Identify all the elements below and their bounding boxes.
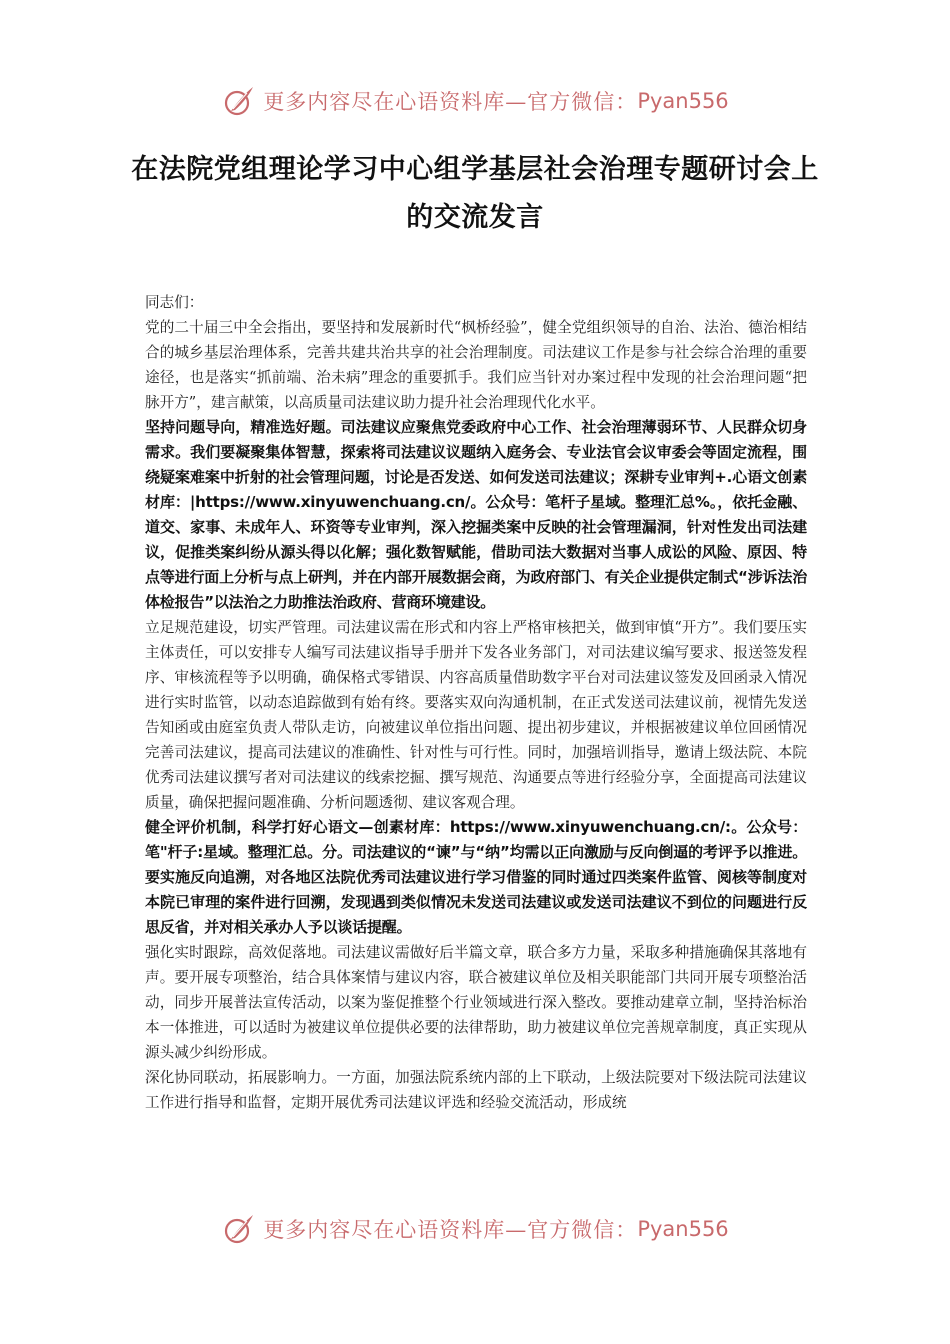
watermark-text: 更多内容尽在心语资料库—官方微信： [263,1218,638,1242]
watermark-banner-bottom [0,1204,950,1254]
watermark-text: 更多内容尽在心语资料库—官方微信： [263,90,638,114]
watermark-wechat-id: Pyan556 [637,1217,729,1241]
quill-logo-icon [221,1211,257,1247]
paragraph-coordination: 深化协同联动，拓展影响力。一方面，加强法院系统内部的上下联动，上级法院要对下级法院司法建议工作进行指导和监督，定期开展优秀司法建议评选和经验交流活动，形成统 [145,1069,807,1111]
paragraph-salutation: 同志们： [145,294,204,311]
paragraph-evaluation-mechanism: 健全评价机制，科学打好心语文—创素材库：https://www.xinyuwenchuang.cn/:。公众号：笔"杆子:星域。整理汇总。分。司法建议的“谏”与“纳”均需以正向激励与反向倒逼的考评予以推进。要实施反向追溯，对各地区法院优秀司法建议进行学习借鉴的同时通过四类案件监管、阅核等制度对本院已审理的案件进行回溯，发现遇到类似情况未发送司法建议或发送司法建议不到位的问题进行反思反省，并对相关承办人予以谈话提醒。 [145,818,807,936]
paragraph-problem-oriented: 坚持问题导向，精准选好题。司法建议应聚焦党委政府中心工作、社会治理薄弱环节、人民群众切身需求。我们要凝聚集体智慧，探索将司法建议议题纳入庭务会、专业法官会议审委会等固定流程，围绕疑案难案中折射的社会管理问题，讨论是否发送、如何发送司法建议；深耕专业审判+.心语文创素材库：|https://www.xinyuwenchuang.cn/。公众号：笔杆子星域。整理汇总%。，依托金融、道交、家事、未成年人、环资等专业审判，深入挖掘类案中反映的社会管理漏洞，针对性发出司法建议，促推类案纠纷从源头得以化解；强化数智赋能，借助司法大数据对当事人成讼的风险、原因、特点等进行面上分析与点上研判，并在内部开展数据会商，为政府部门、有关企业提供定制式“涉诉法治体检报告”以法治之力助推法治政府、营商环境建设。 [145,418,807,611]
document-title: 在法院党组理论学习中心组学基层社会治理专题研讨会上的交流发言 [131,154,819,233]
quill-logo-icon [221,83,257,119]
watermark-banner-top [0,76,950,126]
paragraph-real-time-tracking: 强化实时跟踪，高效促落地。司法建议需做好后半篇文章，联合多方力量，采取多种措施确保其落地有声。要开展专项整治，结合具体案情与建议内容，联合被建议单位及相关职能部门共同开展专项整治活动，同步开展普法宣传活动，以案为鉴促推整个行业领域进行深入整改。要推动建章立制，坚持治标治本一体推进，可以适时为被建议单位提供必要的法律帮助，助力被建议单位完善规章制度，真正实现从源头减少纠纷形成。 [145,944,807,1061]
paragraph-intro: 党的二十届三中全会指出，要坚持和发展新时代“枫桥经验”，健全党组织领导的自治、法治、德治相结合的城乡基层治理体系，完善共建共治共享的社会治理制度。司法建议工作是参与社会综合治理的重要途径，也是落实“抓前端、治未病”理念的重要抓手。我们应当针对办案过程中发现的社会治理问题“把脉开方”，建言献策，以高质量司法建议助力提升社会治理现代化水平。 [145,319,807,411]
document-body [145,290,807,1115]
paragraph-standardization: 立足规范建设，切实严管理。司法建议需在形式和内容上严格审核把关，做到审慎“开方”。我们要压实主体责任，可以安排专人编写司法建议指导手册并下发各业务部门，对司法建议编写要求、报送签发程序、审核流程等予以明确，确保格式零错误、内容高质量借助数字平台对司法建议签发及回函录入情况进行实时监管，以动态追踪做到有始有终。要落实双向沟通机制，在正式发送司法建议前，视情先发送告知函或由庭室负责人带队走访，向被建议单位指出问题、提出初步建议，并根据被建议单位回函情况完善司法建议，提高司法建议的准确性、针对性与可行性。同时，加强培训指导，邀请上级法院、本院优秀司法建议撰写者对司法建议的线索挖掘、撰写规范、沟通要点等进行经验分享，全面提高司法建议质量，确保把握问题准确、分析问题透彻、建议客观合理。 [145,619,807,811]
watermark-wechat-id: Pyan556 [637,89,729,113]
